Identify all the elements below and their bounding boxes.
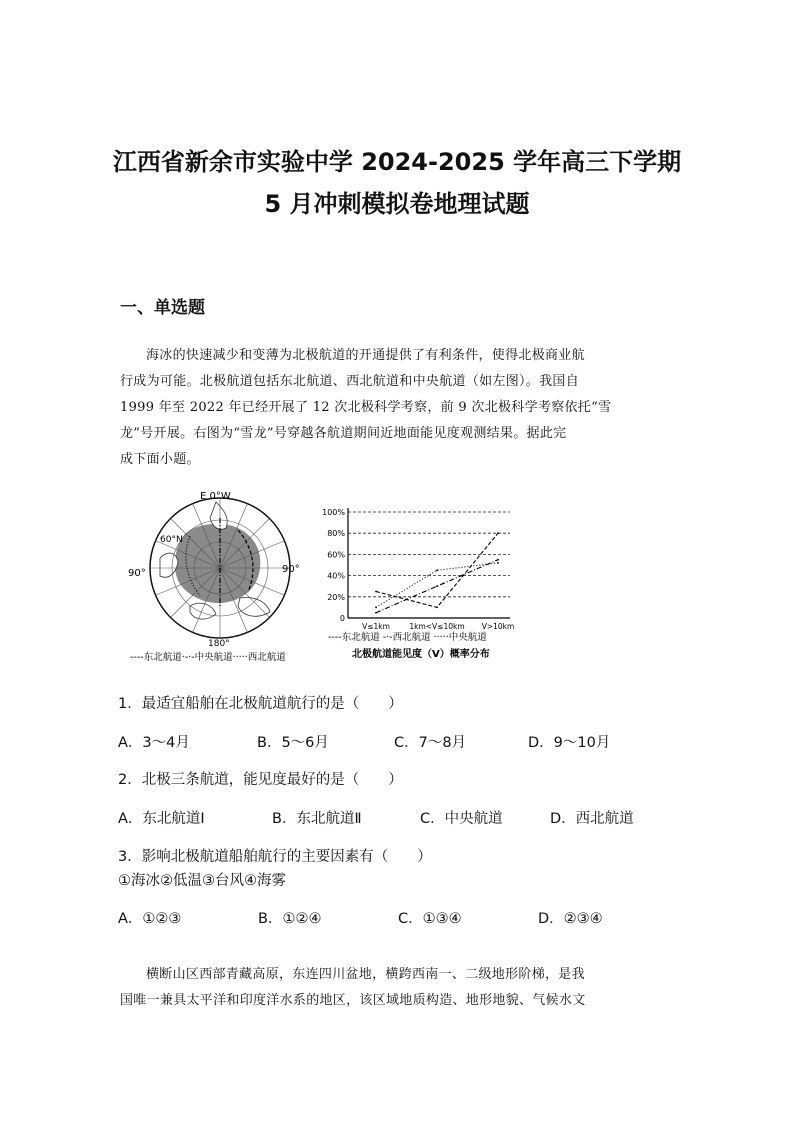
chart-y-tick-label: 60% [327, 550, 345, 560]
map-right-longitude: 90° [282, 564, 300, 575]
chart-x-tick-label: V>10km [481, 622, 515, 631]
question-2-option-a[interactable]: A．东北航道Ⅰ [118, 811, 205, 827]
passage-1-line: 1999 年至 2022 年已经开展了 12 次北极科学考察，前 9 次北极科学考察依托“雪 [120, 400, 612, 415]
question-3-option-d[interactable]: D．②③④ [538, 911, 603, 927]
arctic-route-map [120, 488, 310, 666]
chart-data-point [497, 562, 499, 564]
chart-data-point [436, 607, 438, 609]
chart-y-tick-label: 20% [327, 592, 345, 602]
chart-y-tick-label: 80% [327, 529, 345, 539]
chart-x-tick-label: V≤1km [362, 622, 390, 631]
section-heading: 一、单选题 [120, 298, 205, 318]
chart-data-point [497, 532, 499, 534]
chart-x-tick-label: 1km<V≤10km [409, 622, 465, 631]
map-left-longitude: 90° [128, 568, 146, 579]
question-1-stem: 1．最适宜船舶在北极航道航行的是（ ） [118, 696, 403, 712]
question-2-option-b[interactable]: B．东北航道Ⅱ [272, 811, 362, 827]
document-title-line2: 5 月冲刺模拟卷地理试题 [264, 190, 530, 218]
map-legend: ----东北航道·-·-中央航道·····西北航道 [130, 652, 286, 663]
passage-1-line: 成下面小题。 [120, 452, 200, 467]
question-1-option-c[interactable]: C．7～8月 [394, 735, 467, 751]
question-2-stem: 2．北极三条航道，能见度最好的是（ ） [118, 772, 403, 788]
map-latitude-label: 60°N [160, 535, 183, 545]
chart-y-tick-label: 40% [327, 571, 345, 581]
chart-caption: 北极航道能见度（V）概率分布 [352, 649, 490, 660]
chart-y-tick-label: 100% [322, 508, 345, 517]
question-3-items: ①海冰②低温③台风④海雾 [118, 873, 286, 889]
chart-data-point [497, 559, 499, 561]
chart-data-point [375, 607, 377, 609]
passage-2-line: 横断山区西部青藏高原，东连四川盆地，横跨西南一、二级地形阶梯，是我 [146, 967, 585, 982]
question-3-stem: 3．影响北极航道船舶航行的主要因素有（ ） [118, 849, 432, 865]
question-2-option-c[interactable]: C．中央航道 [420, 811, 503, 827]
passage-2-line: 国唯一兼具太平洋和印度洋水系的地区，该区域地质构造、地形地貌、气候水文 [120, 993, 586, 1008]
chart-data-point [375, 591, 377, 593]
question-1-option-d[interactable]: D．9～10月 [528, 735, 611, 751]
map-top-label: E 0°W [200, 491, 231, 502]
question-1-option-a[interactable]: A．3～4月 [118, 735, 190, 751]
question-1-option-b[interactable]: B．5～6月 [257, 735, 329, 751]
document-title-line1: 江西省新余市实验中学 2024-2025 学年高三下学期 [112, 148, 682, 176]
chart-data-point [436, 569, 438, 571]
passage-1-line: 龙”号开展。右图为“雪龙”号穿越各航道期间近地面能见度观测结果。据此完 [120, 426, 567, 441]
passage-1-line: 海冰的快速减少和变薄为北极航道的开通提供了有利条件，使得北极商业航 [146, 348, 585, 363]
question-3-option-c[interactable]: C．①③④ [398, 911, 462, 927]
map-bottom-longitude: 180° [208, 639, 230, 649]
question-3-option-a[interactable]: A．①②③ [118, 911, 182, 927]
chart-legend: ----东北航道 -·-西北航道 ·····中央航道 [328, 632, 487, 643]
chart-data-point [375, 612, 377, 614]
visibility-chart [318, 500, 528, 666]
chart-y-tick-label: 0 [339, 614, 345, 623]
chart-data-point [436, 585, 438, 587]
question-3-option-b[interactable]: B．①②④ [258, 911, 322, 927]
question-2-option-d[interactable]: D．西北航道 [550, 811, 634, 827]
passage-1-line: 行成为可能。北极航道包括东北航道、西北航道和中央航道（如左图）。我国自 [120, 374, 580, 389]
